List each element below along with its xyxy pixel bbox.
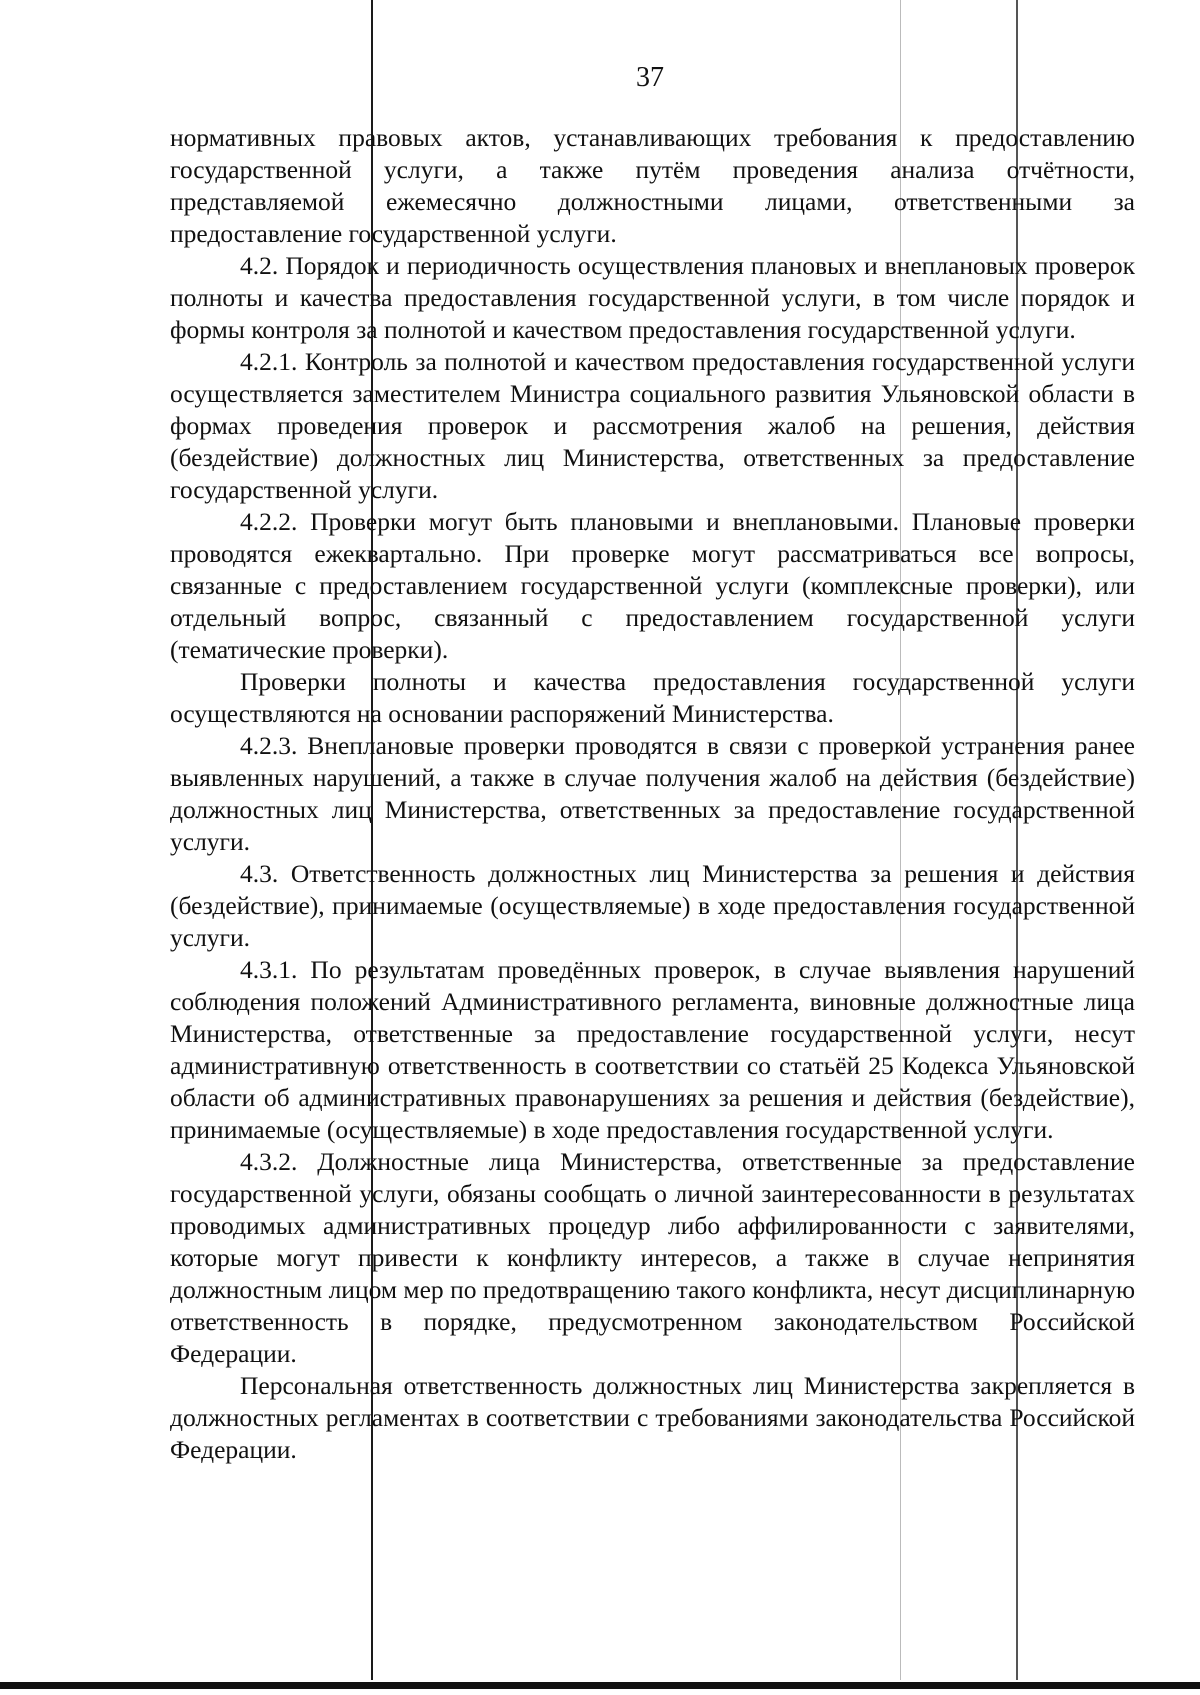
paragraph-4-3: 4.3. Ответственность должностных лиц Министерства за решения и действия (бездействие), принимаемые (осуществляемые) в ходе предоставления государственной услуги. — [170, 859, 1135, 952]
paragraph-personal-responsibility: Персональная ответственность должностных лиц Министерства закрепляется в должностных регламентах в соответствии с требованиями законодательства Российской Федерации. — [170, 1371, 1135, 1464]
page-number: 37 — [636, 62, 664, 93]
paragraph-4-3-2: 4.3.2. Должностные лица Министерства, ответственные за предоставление государственной услуги, обязаны сообщать о личной заинтересованности в результатах проводимых административных процедур либо аффилированности с заявителями, которые могут привести к конфликту интересов, а также в случае непринятия должностным лицом мер по предотвращению такого конфликта, несут дисциплинарную ответственность в порядке, предусмотренном законодательством Российской Федерации. — [170, 1147, 1135, 1368]
paragraph-4-3-1: 4.3.1. По результатам проведённых проверок, в случае выявления нарушений соблюдения положений Административного регламента, виновные должностные лица Министерства, ответственные за предоставление государственной услуги, несут административную ответственность в соответствии со статьёй 25 Кодекса Ульяновской области об административных правонарушениях за решения и действия (бездействие), принимаемые (осуществляемые) в ходе предоставления государственной услуги. — [170, 955, 1135, 1144]
paragraph-4-2-3: 4.2.3. Внеплановые проверки проводятся в связи с проверкой устранения ранее выявленных нарушений, а также в случае получения жалоб на действия (бездействие) должностных лиц Министерства, ответственных за предоставление государственной услуги. — [170, 731, 1135, 856]
paragraph-inspections-basis: Проверки полноты и качества предоставления государственной услуги осуществляются на основании распоряжений Министерства. — [170, 667, 1135, 728]
paragraph-4-2-2: 4.2.2. Проверки могут быть плановыми и внеплановыми. Плановые проверки проводятся ежеквартально. При проверке могут рассматриваться все вопросы, связанные с предоставлением государственной услуги (комплексные проверки), или отдельный вопрос, связанный с предоставлением государственной услуги (тематические проверки). — [170, 507, 1135, 664]
paragraph-4-2: 4.2. Порядок и периодичность осуществления плановых и внеплановых проверок полноты и качества предоставления государственной услуги, в том числе порядок и формы контроля за полнотой и качеством предоставления государственной услуги. — [170, 251, 1135, 344]
document-body — [170, 122, 1135, 1466]
scan-artifact-bottom-edge — [0, 1682, 1200, 1689]
paragraph-4-2-1: 4.2.1. Контроль за полнотой и качеством предоставления государственной услуги осуществляется заместителем Министра социального развития Ульяновской области в формах проведения проверок и рассмотрения жалоб на решения, действия (бездействие) должностных лиц Министерства, ответственных за предоставление государственной услуги. — [170, 347, 1135, 504]
paragraph-continuation: нормативных правовых актов, устанавливающих требования к предоставлению государственной услуги, а также путём проведения анализа отчётности, представляемой ежемесячно должностными лицами, ответственными за предоставление государственной услуги. — [170, 123, 1135, 248]
